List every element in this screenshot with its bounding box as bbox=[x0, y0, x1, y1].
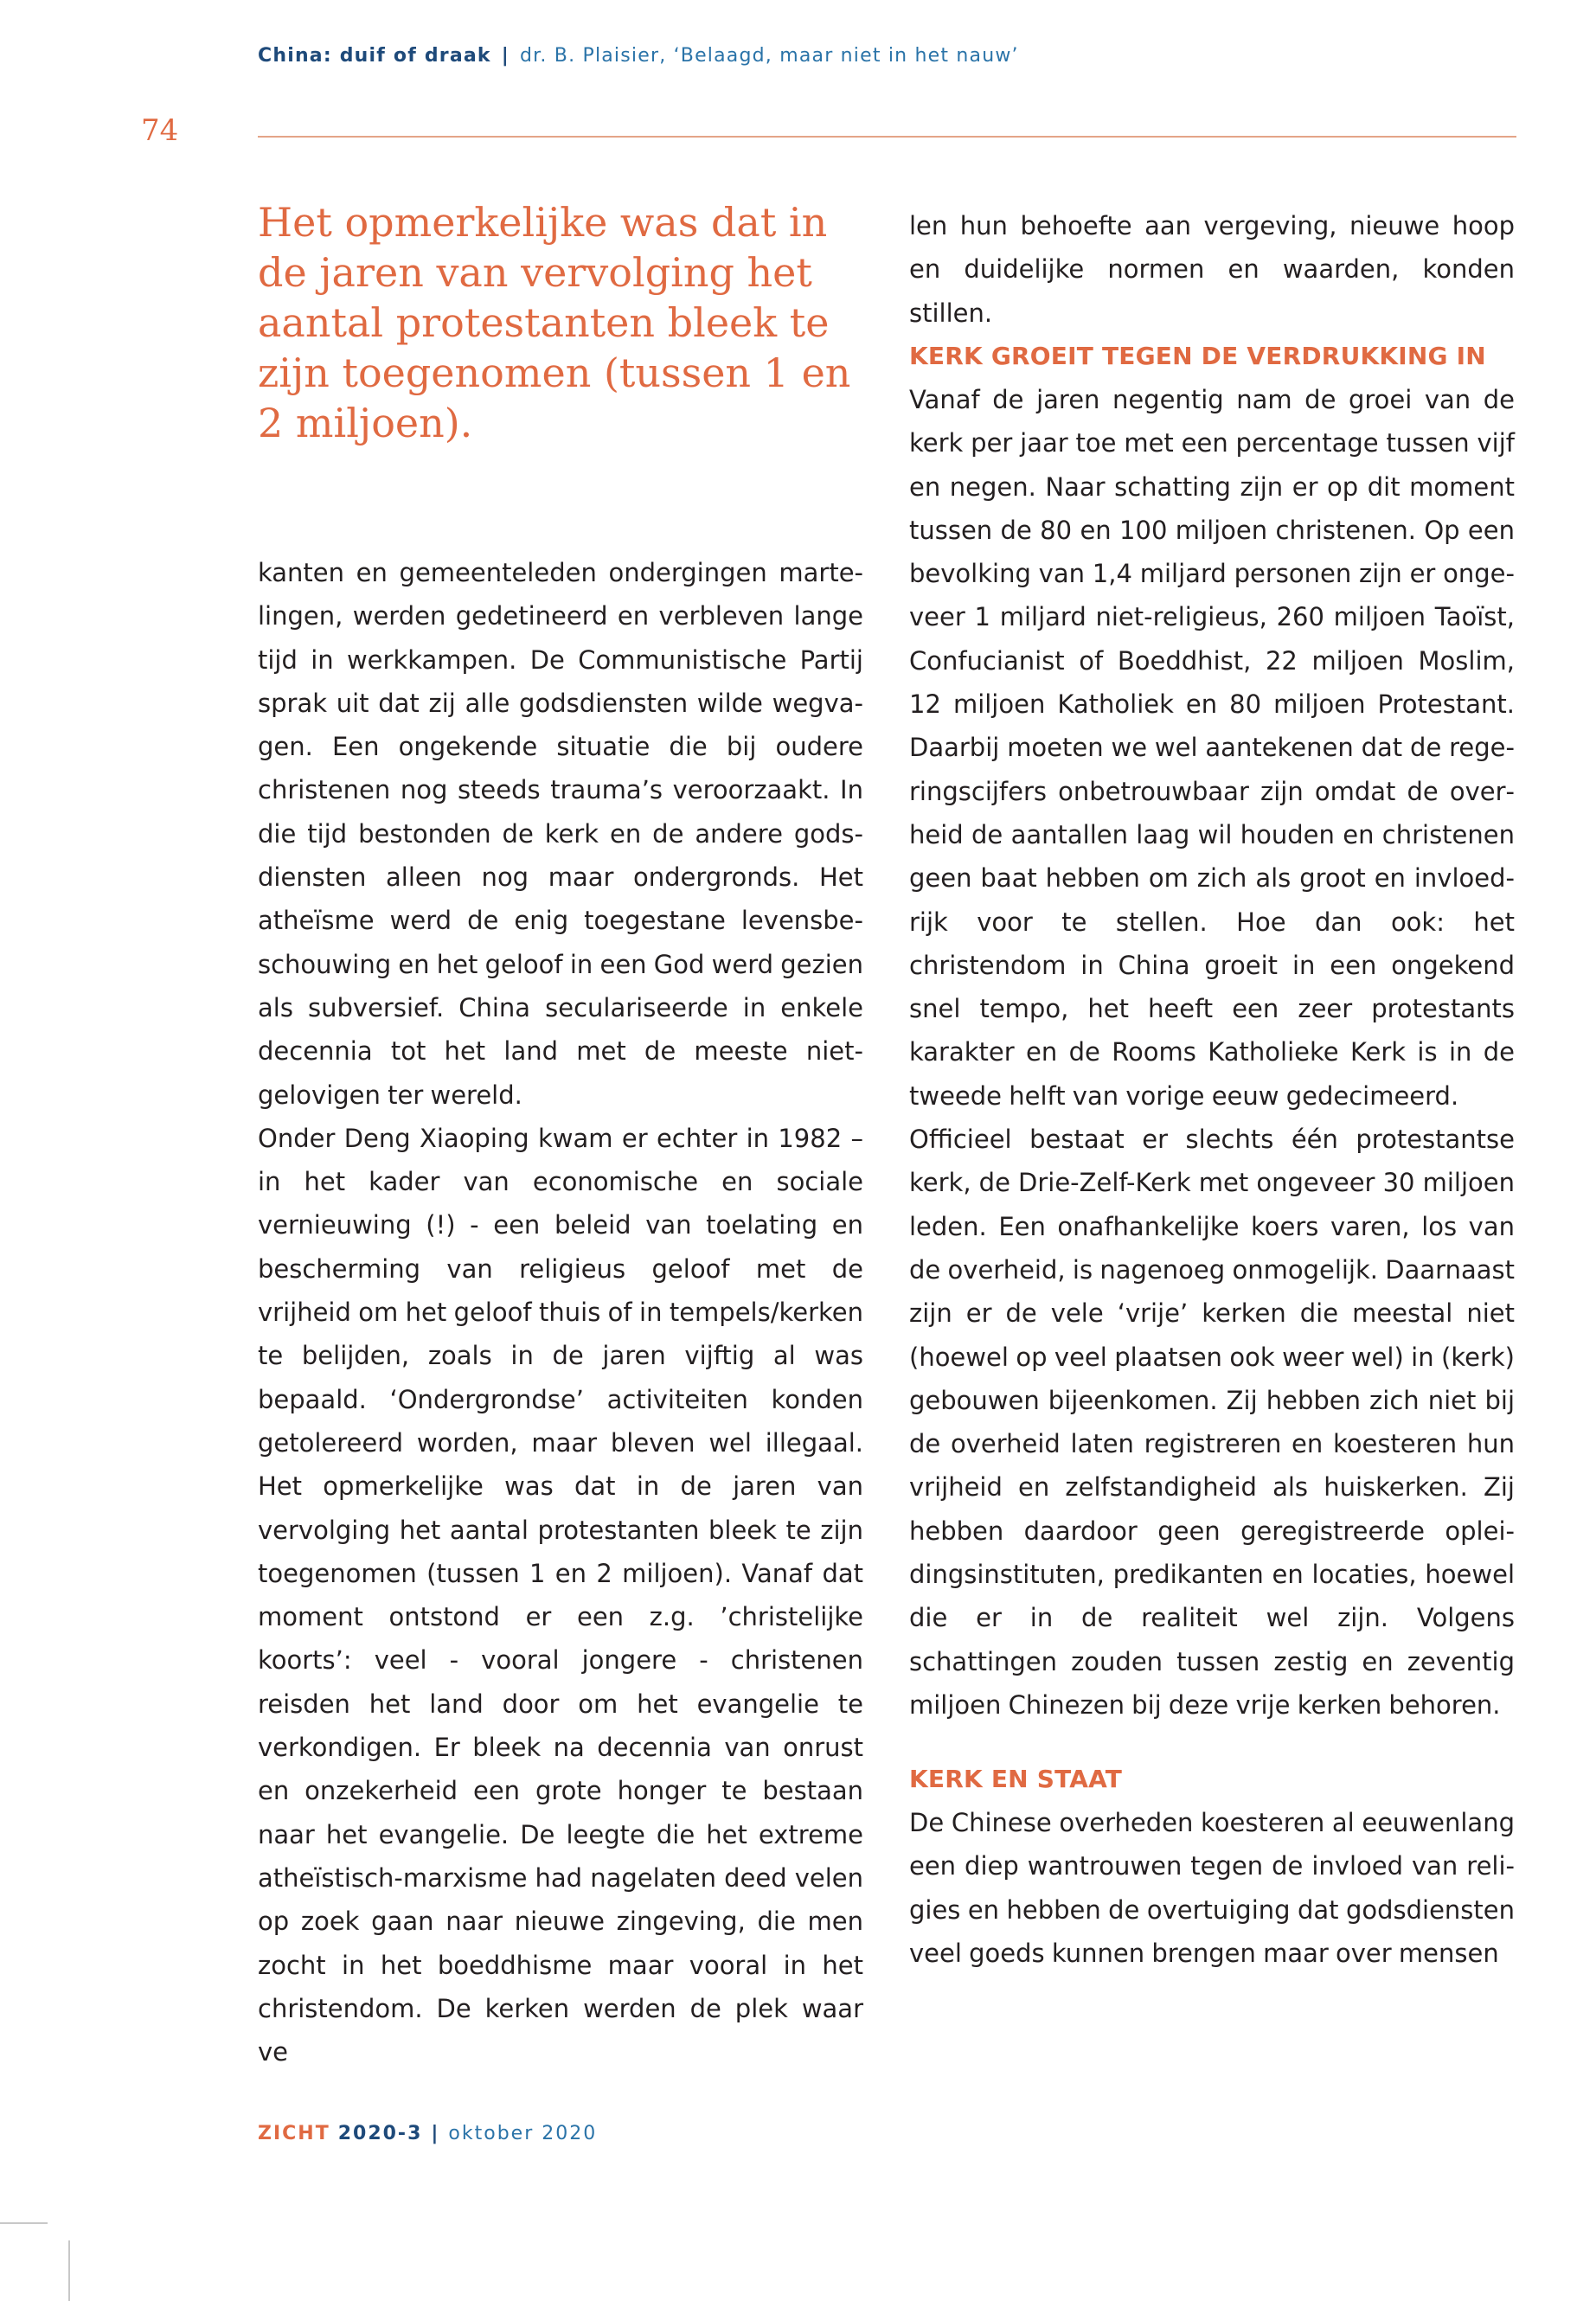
footer-separator: | bbox=[431, 2123, 440, 2144]
footer bbox=[258, 2123, 597, 2144]
right-paragraph-1: Vanaf de jaren negentig nam de groei van de kerk per jaar toe met een percentage tussen vijf en negen. Naar schatting zijn er op dit moment tussen de 80 en 100 miljoen christenen. Op een bevolking van 1,4 miljard personen zijn er ongeveer 1 miljard niet-religieus, 260 miljoen Taoïst, Confucianist of Boeddhist, 22 miljoen Moslim, 12 miljoen Katholiek en 80 miljoen Protestant. Daarbij moeten we wel aantekenen dat de regeringscijfers onbetrouwbaar zijn omdat de overheid de aantallen laag wil houden en christenen geen baat hebben om zich als groot en invloedrijk voor te stellen. Hoe dan ook: het christendom in China groeit in een ongekend snel tempo, het heeft een zeer protestants karakter en de Rooms Katholieke Kerk is in de tweede helft van vorige eeuw gedecimeerd. bbox=[909, 385, 1515, 1111]
section-heading-kerk-en-staat: KERK EN STAAT bbox=[909, 1765, 1123, 1793]
right-paragraph-2: Officieel bestaat er slechts één protestantse kerk, de Drie-Zelf-Kerk met ongeveer 30 miljoen leden. Een onafhankelijke koers varen, los van de overheid, is nagenoeg onmogelijk. Daarnaast zijn er de vele ‘vrije’ kerken die meestal niet (hoewel op veel plaatsen ook weer wel) in (kerk) gebouwen bijeenkomen. Zij hebben zich niet bij de overheid laten registreren en koesteren hun vrijheid en zelfstandigheid als huiskerken. Zij hebben daardoor geen geregistreerde opleidingsinstituten, predikanten en locaties, hoewel die er in de realiteit wel zijn. Volgens schattingen zouden tussen zestig en zeventig miljoen Chinezen bij deze vrije kerken behoren. bbox=[909, 1125, 1515, 1720]
footer-issue: 2020-3 bbox=[337, 2123, 423, 2144]
pullquote: Het opmerkelijke was dat in de jaren van vervolging het aantal protestanten bleek te zijn toegenomen (tussen 1 en 2 miljoen). bbox=[258, 199, 851, 446]
right-intro-block bbox=[909, 204, 1515, 335]
right-paragraph-3: De Chinese overheden koesteren al eeuwenlang een diep wantrouwen tegen de invloed van religies en hebben de overtuiging dat godsdiensten veel goeds kunnen brengen maar over mensen bbox=[909, 1808, 1515, 1968]
page-number: 74 bbox=[141, 113, 179, 148]
running-head bbox=[258, 45, 1019, 67]
section-kerk-en-staat bbox=[909, 1758, 1515, 1975]
section-heading-kerk-groeit: KERK GROEIT TEGEN DE VERDRUKKING IN bbox=[909, 342, 1486, 370]
left-body bbox=[258, 551, 863, 2073]
section-kerk-groeit bbox=[909, 335, 1515, 1727]
header-separator: | bbox=[501, 45, 510, 67]
left-paragraph-1: kanten en gemeenteleden ondergingen martelingen, werden gedetineerd en verbleven lange tijd in werkkampen. De Communistische Partij sprak uit dat zij alle godsdiensten wilde wegvagen. Een ongekende situatie die bij oudere christenen nog steeds trauma’s veroorzaakt. In die tijd bestonden de kerk en de andere godsdiensten alleen nog maar ondergronds. Het atheïsme werd de enig toegestane levensbeschouwing en het geloof in een God werd gezien als subversief. China seculariseerde in enkele decennia tot het land met de meeste niet-gelovigen ter wereld. bbox=[258, 558, 863, 1110]
footer-date: oktober 2020 bbox=[448, 2123, 598, 2144]
crop-mark-vertical bbox=[68, 2240, 70, 2301]
right-intro-paragraph: len hun behoefte aan vergeving, nieuwe hoop en duidelijke normen en waarden, konden stillen. bbox=[909, 211, 1515, 328]
magazine-title: China: duif of draak bbox=[258, 45, 491, 67]
footer-brand: ZICHT bbox=[258, 2123, 330, 2144]
crop-mark-horizontal bbox=[0, 2222, 48, 2224]
header-rule bbox=[258, 136, 1516, 138]
left-paragraph-2: Onder Deng Xiaoping kwam er echter in 1982 – in het kader van economische en sociale vernieuwing (!) - een beleid van toelating en bescherming van religieus geloof met de vrijheid om het geloof thuis of in tempels/kerken te belijden, zoals in de jaren vijftig al was bepaald. ‘Ondergrondse’ activiteiten konden getolereerd worden, maar bleven wel illegaal. Het opmerkelijke was dat in de jaren van vervolging het aantal protestanten bleek te zijn toegenomen (tussen 1 en 2 miljoen). Vanaf dat moment ontstond er een z.g. ’christelijke koorts’: veel - vooral jongere - christenen reisden het land door om het evangelie te verkondigen. Er bleek na decennia van onrust en onzekerheid een grote honger te bestaan naar het evangelie. De leegte die het extreme atheïstisch-marxisme had nagelaten deed velen op zoek gaan naar nieuwe zingeving, die men zocht in het boeddhisme maar vooral in het christendom. De kerken werden de plek waar ve bbox=[258, 1123, 863, 2067]
author-article-title: dr. B. Plaisier, ‘Belaagd, maar niet in het nauw’ bbox=[520, 45, 1019, 67]
